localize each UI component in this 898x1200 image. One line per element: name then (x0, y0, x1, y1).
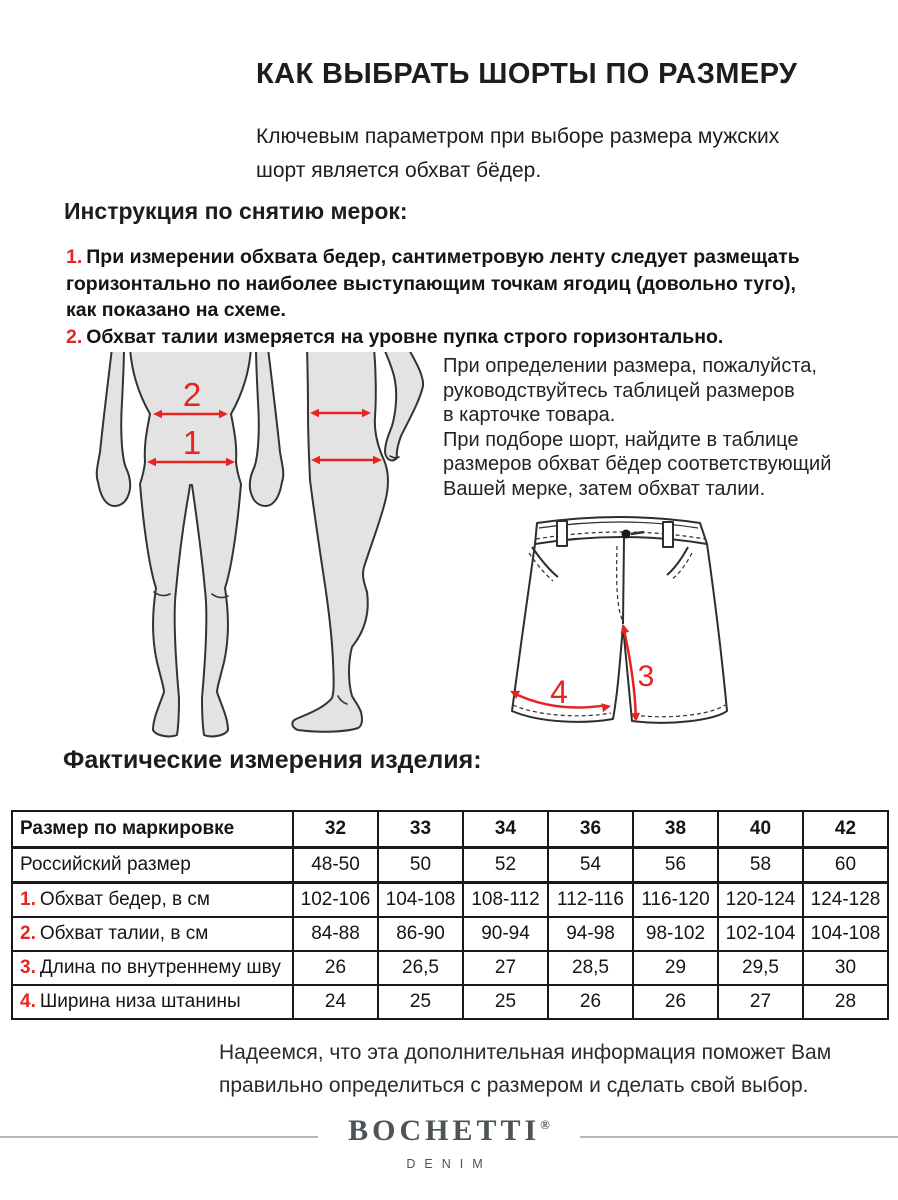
table-row (12, 917, 888, 951)
table-cell: 29,5 (718, 951, 803, 985)
table-cell: 25 (463, 985, 548, 1019)
measure-label-4: 4 (550, 674, 568, 710)
table-cell: 27 (463, 951, 548, 985)
table-heading: Фактические измерения изделия: (63, 746, 482, 774)
note-line: в карточке товара. (443, 404, 616, 426)
intro-paragraph (256, 120, 779, 188)
table-cell: 26 (548, 985, 633, 1019)
table-cell: 102-104 (718, 917, 803, 951)
table-cell: 104-108 (803, 917, 888, 951)
shorts-body (512, 544, 727, 723)
row-label: 2. Обхват талии, в см (12, 917, 293, 951)
closing-line: правильно определиться с размером и сделать свой выбор. (219, 1074, 809, 1097)
fly-seam (623, 538, 624, 624)
instruction-line: горизонтально по наиболее выступающим точкам ягодиц (довольно туго), (66, 272, 796, 295)
table-cell: 26 (293, 951, 378, 985)
left-pocket (532, 547, 558, 577)
brand-logo (0, 1114, 898, 1148)
table-cell: 54 (548, 848, 633, 883)
table-cell: 32 (293, 811, 378, 848)
table-cell: 30 (803, 951, 888, 985)
instructions-heading: Инструкция по снятию мерок: (64, 198, 408, 224)
instruction-line: 2. Обхват талии измеряется на уровне пупка строго горизонтально. (66, 325, 724, 348)
table-row (12, 848, 888, 883)
side-body-figure (292, 352, 388, 732)
table-cell: 60 (803, 848, 888, 883)
table-cell: 27 (718, 985, 803, 1019)
table-cell: 36 (548, 811, 633, 848)
table-cell: 48-50 (293, 848, 378, 883)
belt-loop (663, 522, 673, 547)
table-cell: 26,5 (378, 951, 463, 985)
note-line: Вашей мерке, затем обхват талии. (443, 477, 766, 500)
right-pocket (667, 547, 688, 575)
row-number: 3. (20, 957, 36, 978)
table-row (12, 883, 888, 918)
table-cell: 24 (293, 985, 378, 1019)
body-measurement-diagram (80, 352, 440, 748)
table-row (12, 811, 888, 848)
table-cell: 90-94 (463, 917, 548, 951)
table-cell: 28 (803, 985, 888, 1019)
button (622, 530, 631, 539)
item-number: 1. (66, 246, 83, 268)
front-left-arm (97, 352, 130, 506)
measure-label-3: 3 (637, 660, 655, 693)
closing-note (219, 1036, 831, 1102)
table-cell: 28,5 (548, 951, 633, 985)
note-line: размеров обхват бёдер соответствующий (443, 453, 832, 475)
table-cell: 120-124 (718, 883, 803, 918)
row-label: Российский размер (12, 848, 293, 883)
table-cell: 52 (463, 848, 548, 883)
table-cell: 33 (378, 811, 463, 848)
table-cell: 58 (718, 848, 803, 883)
table-cell: 102-106 (293, 883, 378, 918)
note-line: При определении размера, пожалуйста, (443, 355, 817, 377)
table-cell: 116-120 (633, 883, 718, 918)
table-cell: 26 (633, 985, 718, 1019)
table-cell: 34 (463, 811, 548, 848)
table-cell: 86-90 (378, 917, 463, 951)
size-table (11, 810, 889, 1020)
table-cell: 84-88 (293, 917, 378, 951)
measure-label-1: 1 (182, 424, 202, 461)
registered-mark: ® (540, 1117, 550, 1132)
brand-name-text: BOCHETTI (348, 1114, 541, 1147)
row-number: 4. (20, 991, 36, 1012)
row-number: 1. (20, 889, 36, 910)
row-label: 4. Ширина низа штанины (12, 985, 293, 1019)
table-cell: 56 (633, 848, 718, 883)
side-arm (383, 352, 423, 460)
table-row (12, 951, 888, 985)
brand-subtitle: DENIM (406, 1157, 492, 1171)
closing-line: Надеемся, что эта дополнительная информация поможет Вам (219, 1041, 832, 1064)
row-number: 2. (20, 923, 36, 944)
table-row (12, 985, 888, 1019)
table-cell: 124-128 (803, 883, 888, 918)
table-cell: 25 (378, 985, 463, 1019)
instruction-line: как показано на схеме. (66, 299, 286, 321)
table-cell: 38 (633, 811, 718, 848)
note-line: При подборе шорт, найдите в таблице (443, 428, 799, 451)
table-header-label: Размер по маркировке (12, 811, 293, 848)
table-cell: 108-112 (463, 883, 548, 918)
table-cell: 42 (803, 811, 888, 848)
intro-line: шорт является обхват бёдер. (256, 159, 542, 182)
measure-label-2: 2 (182, 376, 202, 413)
table-cell: 104-108 (378, 883, 463, 918)
size-selection-note (443, 354, 831, 501)
intro-line: Ключевым параметром при выборе размера мужских (256, 125, 780, 148)
item-number: 2. (66, 325, 83, 348)
table-cell: 98-102 (633, 917, 718, 951)
row-label: 1. Обхват бедер, в см (12, 883, 293, 918)
belt-loop (557, 521, 567, 546)
note-line: руководствуйтесь таблицей размеров (443, 379, 795, 402)
instructions-list (66, 244, 800, 350)
table-cell: 29 (633, 951, 718, 985)
front-right-arm (250, 352, 283, 506)
table-cell: 112-116 (548, 883, 633, 918)
table-cell: 94-98 (548, 917, 633, 951)
row-label: 3. Длина по внутреннему шву (12, 951, 293, 985)
instruction-line: 1. При измерении обхвата бедер, сантиметровую ленту следует размещать (66, 246, 800, 268)
table-cell: 40 (718, 811, 803, 848)
shorts-measurement-diagram (495, 508, 745, 736)
page-title: КАК ВЫБРАТЬ ШОРТЫ ПО РАЗМЕРУ (256, 58, 798, 90)
table-cell: 50 (378, 848, 463, 883)
